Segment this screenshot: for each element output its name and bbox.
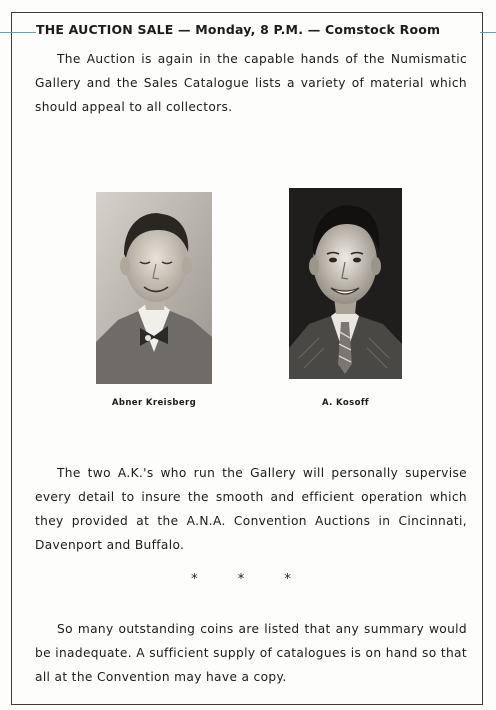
caption-kosoff: A. Kosoff [321,398,370,408]
body-text: The two A.K.'s who run the Gallery will personally supervise every detail to insure the smooth and efficient operation which they provided at the A.N.A. Convention Auctions in Cincinnati, Davenport and Buffalo. [35,466,467,552]
page-title: THE AUCTION SALE — Monday, 8 P.M. — Comstock Room [36,22,480,37]
portrait-photo-kosoff [289,188,402,379]
intro-paragraph [35,47,467,119]
intro-text: The Auction is again in the capable hands of the Numismatic Gallery and the Sales Catalogue lists a variety of material which should appeal to all collectors. [35,52,467,114]
caption-kreisberg: Abner Kreisberg [111,398,197,408]
section-divider-stars: * * * [191,572,309,587]
body-paragraph [35,461,467,557]
closing-paragraph [35,617,467,689]
portrait-photo-kreisberg [96,192,212,384]
closing-text: So many outstanding coins are listed that any summary would be inadequate. A sufficient supply of catalogues is on hand so that all at the Convention may have a copy. [35,622,467,684]
